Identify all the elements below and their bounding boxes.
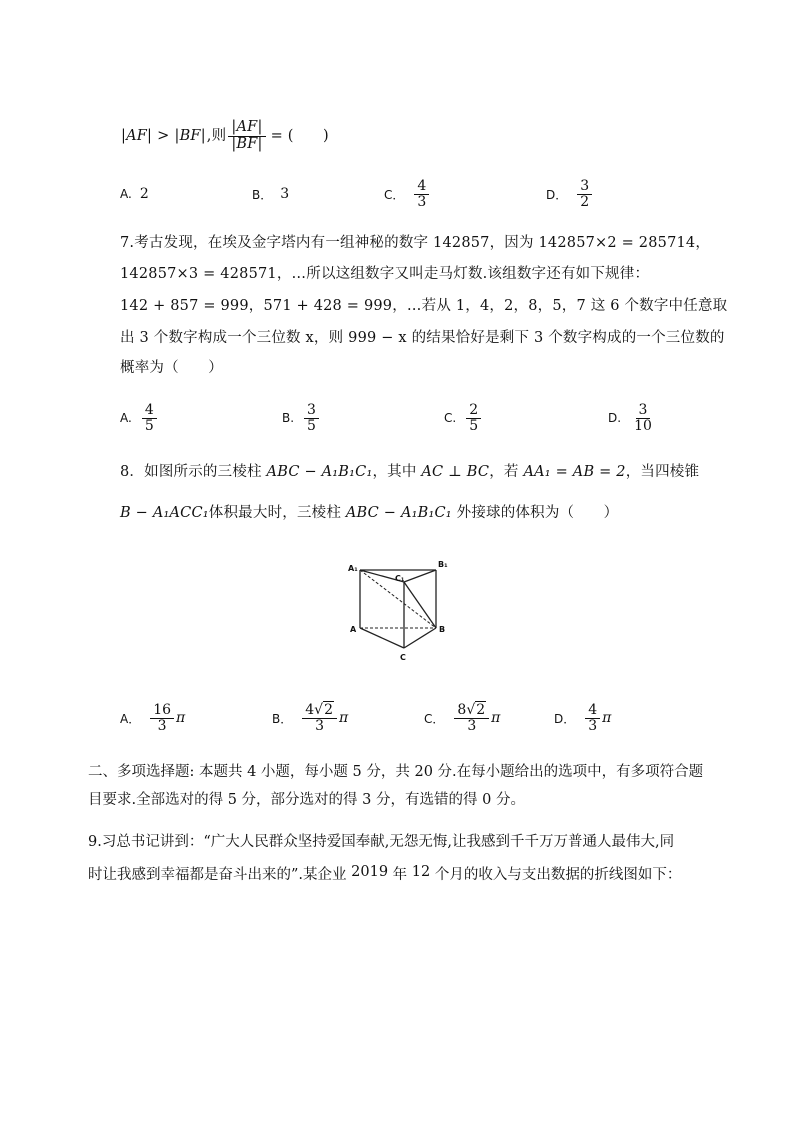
equals-paren: = ( ) (270, 128, 329, 144)
pi-symbol: π (339, 710, 349, 726)
option-fraction (150, 703, 174, 733)
q8-prism: ABC − A₁B₁C₁ (266, 464, 373, 480)
q6-options (120, 172, 680, 216)
option-value: 3 (280, 186, 290, 202)
fraction-denominator: 5 (144, 417, 154, 434)
ze-text: ,则 (206, 128, 227, 144)
coef: 8 (457, 701, 467, 718)
q8-option-d[interactable] (554, 696, 611, 740)
q9-line-1: 9.习总书记讲到：“广大人民群众坚持爱国奉献,无怨无悔,让我感到千千万万普通人最伟大,同 (88, 834, 675, 850)
q9-months: 12 (411, 864, 431, 880)
section2-line-1: 二、多项选择题: 本题共 4 小题，每小题 5 分，共 20 分.在每小题给出的选项中，有多项符合题 (88, 764, 704, 780)
fraction-denominator: 10 (634, 417, 652, 434)
option-label: D． (546, 187, 568, 202)
label-c1: C₁ (395, 574, 405, 583)
fraction-numerator: 4 (142, 403, 157, 419)
option-label: B． (252, 187, 273, 202)
label-a1: A₁ (348, 564, 358, 573)
label-c: C (400, 653, 406, 662)
option-fraction (454, 703, 489, 733)
q8-text: 体积最大时，三棱柱 (208, 505, 346, 521)
option-fraction (466, 403, 481, 433)
q8-option-c[interactable] (424, 696, 500, 740)
fraction-numerator (302, 703, 337, 719)
triangular-prism-figure (340, 558, 460, 668)
option-label: D. (608, 411, 622, 425)
q6-option-a[interactable] (120, 172, 149, 216)
q7-line-3: 142 + 857 = 999，571 + 428 = 999，…若从 1，4，2，8，5，7 这 6 个数字中任意取 (120, 298, 728, 314)
label-b: B (439, 625, 446, 634)
label-a: A (350, 625, 357, 634)
q9-text: 年 (392, 867, 408, 883)
option-label: A． (120, 711, 141, 726)
q8-text: 8．如图所示的三棱柱 (120, 464, 267, 480)
q8-pyramid: B − A₁ACC₁ (120, 505, 209, 521)
pi-symbol: π (176, 710, 186, 726)
fraction-denominator: 3 (417, 193, 427, 210)
fraction-numerator (454, 703, 489, 719)
option-fraction (142, 403, 157, 433)
fraction-numerator: 3 (304, 403, 319, 419)
q7-line-5: 概率为（ ） (120, 360, 223, 376)
q6-option-d[interactable] (546, 172, 594, 216)
fraction-numerator: 3 (636, 403, 651, 419)
option-fraction (414, 179, 429, 209)
option-label: A. (120, 187, 132, 201)
q8-perp: AC ⊥ BC (421, 464, 490, 480)
option-label: A. (120, 411, 132, 425)
q7-options (120, 396, 680, 440)
q6-condition-line (120, 116, 329, 156)
fraction-denominator: 3 (467, 717, 477, 734)
sqrt-sign: √2 (314, 701, 333, 718)
fraction-denominator: 5 (469, 417, 479, 434)
fraction-denominator: 3 (315, 717, 325, 734)
q8-text: ，若 (489, 464, 524, 480)
q7-line-2: 142857×3 = 428571，…所以这组数字又叫走马灯数.该组数字还有如下规律： (120, 266, 650, 282)
q8-option-a[interactable] (120, 696, 185, 740)
abs-af: | AF | (120, 126, 153, 146)
q7-option-d[interactable] (608, 396, 657, 440)
q8-options (120, 696, 680, 740)
q7-line-4: 出 3 个数字构成一个三位数 x，则 999 − x 的结果恰好是剩下 3 个数字构成的一个三位数的 (120, 330, 725, 346)
q7-option-a[interactable] (120, 396, 159, 440)
edge-c1-b1 (404, 570, 436, 582)
fraction-numerator: 16 (150, 703, 174, 719)
q8-option-b[interactable] (272, 696, 348, 740)
edge-c1-b (404, 582, 436, 628)
radicand: 2 (476, 701, 486, 718)
q6-option-c[interactable] (384, 172, 431, 216)
option-label: B. (282, 411, 295, 425)
option-label: D． (554, 711, 576, 726)
option-fraction (304, 403, 319, 433)
q9-year: 2019 (351, 864, 389, 880)
ratio-denominator: | BF | (228, 137, 265, 152)
q7-option-b[interactable] (282, 396, 321, 440)
section2-line-2: 目要求.全部选对的得 5 分，部分选对的得 3 分，有选错的得 0 分。 (88, 792, 525, 808)
pi-symbol: π (491, 710, 501, 726)
q9-line-2 (88, 862, 681, 885)
q7-line-1: 7.考古发现，在埃及金字塔内有一组神秘的数字 142857，因为 142857×2 = 285714， (120, 235, 711, 251)
fraction-numerator: 4 (585, 703, 600, 719)
ratio-numerator: | AF | (228, 120, 265, 136)
edge-c-b (404, 628, 436, 648)
option-value: 2 (139, 186, 149, 202)
fraction-denominator: 2 (580, 193, 590, 210)
q8-text: ，当四棱锥 (625, 464, 700, 480)
q8-line-2 (120, 503, 618, 523)
greater-than: > (157, 128, 170, 144)
abs-bf: | BF | (173, 126, 206, 146)
q8-text: 外接球的体积为（ ） (451, 505, 619, 521)
q9-text: 时让我感到幸福都是奋斗出来的”.某企业 (88, 867, 347, 883)
option-label: C． (384, 187, 405, 202)
pi-symbol: π (602, 710, 612, 726)
fraction-numerator: 4 (414, 179, 429, 195)
fraction-denominator: 3 (157, 717, 167, 734)
option-fraction (631, 403, 655, 433)
option-label: B． (272, 711, 293, 726)
q8-lengths: AA₁ = AB = 2 (523, 464, 626, 480)
q6-option-b[interactable] (252, 172, 289, 216)
option-fraction (302, 703, 337, 733)
ratio-fraction (228, 120, 265, 151)
fraction-denominator: 3 (588, 717, 598, 734)
option-label: C. (444, 411, 457, 425)
label-b1: B₁ (438, 560, 448, 569)
fraction-numerator: 2 (466, 403, 481, 419)
fraction-denominator: 5 (307, 417, 316, 434)
q8-text: ，其中 (372, 464, 422, 480)
sqrt-sign: √2 (466, 701, 486, 718)
option-fraction (585, 703, 600, 733)
fraction-numerator: 3 (577, 179, 592, 195)
option-fraction (577, 179, 592, 209)
coef: 4 (305, 701, 315, 718)
q8-line-1 (120, 462, 699, 482)
q9-text: 个月的收入与支出数据的折线图如下： (434, 867, 682, 883)
radicand: 2 (324, 701, 333, 718)
option-label: C． (424, 711, 445, 726)
q7-option-c[interactable] (444, 396, 483, 440)
q8-prism: ABC − A₁B₁C₁ (345, 505, 452, 521)
edge-a-c (360, 628, 404, 648)
